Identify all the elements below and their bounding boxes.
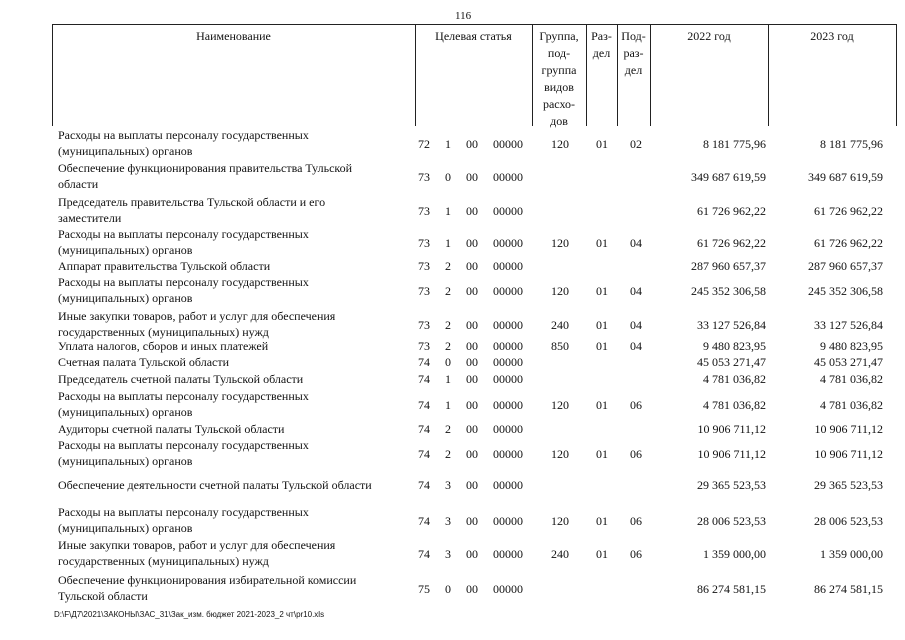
target-code-c: 00: [466, 236, 478, 250]
target-code-c: 00: [466, 478, 478, 492]
header-name: Наименование: [196, 29, 271, 43]
amount-2023: 61 726 962,22: [814, 236, 883, 250]
group-code: 120: [551, 137, 569, 151]
target-code-c: 00: [466, 339, 478, 353]
subsection-code: 06: [630, 547, 642, 561]
row-name: Иные закупки товаров, работ и услуг для обеспечения государственных (муниципальных) нужд: [58, 538, 336, 568]
target-code-c: 00: [466, 398, 478, 412]
target-code-d: 00000: [493, 582, 523, 596]
target-code-c: 00: [466, 259, 478, 273]
target-code-b: 0: [445, 582, 451, 596]
target-code-d: 00000: [493, 447, 523, 461]
target-code-d: 00000: [493, 339, 523, 353]
row-name: Расходы на выплаты персоналу государственных (муниципальных) органов: [58, 227, 309, 257]
header-section: Раз- дел: [591, 29, 612, 60]
amount-2023: 29 365 523,53: [814, 478, 883, 492]
row-name: Расходы на выплаты персоналу государственных (муниципальных) органов: [58, 438, 309, 468]
target-code-d: 00000: [493, 284, 523, 298]
target-code-c: 00: [466, 204, 478, 218]
target-code-c: 00: [466, 355, 478, 369]
target-code-d: 00000: [493, 355, 523, 369]
row-name: Расходы на выплаты персоналу государственных (муниципальных) органов: [58, 389, 309, 419]
amount-2023: 86 274 581,15: [814, 582, 883, 596]
amount-2023: 61 726 962,22: [814, 204, 883, 218]
subsection-code: 06: [630, 514, 642, 528]
target-code-b: 2: [445, 339, 451, 353]
amount-2022: 1 359 000,00: [703, 547, 766, 561]
target-code-b: 1: [445, 372, 451, 386]
subsection-code: 06: [630, 398, 642, 412]
target-code-b: 3: [445, 547, 451, 561]
subsection-code: 04: [630, 236, 642, 250]
target-code-b: 2: [445, 422, 451, 436]
target-code-b: 0: [445, 355, 451, 369]
group-code: 850: [551, 339, 569, 353]
target-code-d: 00000: [493, 170, 523, 184]
section-code: 01: [596, 318, 608, 332]
target-code-d: 00000: [493, 236, 523, 250]
target-code-c: 00: [466, 422, 478, 436]
target-code-a: 74: [418, 447, 430, 461]
row-name: Иные закупки товаров, работ и услуг для обеспечения государственных (муниципальных) нужд: [58, 309, 336, 339]
target-code-b: 3: [445, 478, 451, 492]
group-code: 120: [551, 236, 569, 250]
amount-2022: 61 726 962,22: [697, 236, 766, 250]
target-code-b: 1: [445, 204, 451, 218]
amount-2023: 1 359 000,00: [820, 547, 883, 561]
amount-2023: 28 006 523,53: [814, 514, 883, 528]
target-code-d: 00000: [493, 372, 523, 386]
row-name: Счетная палата Тульской области: [58, 355, 230, 369]
target-code-a: 73: [418, 259, 430, 273]
section-code: 01: [596, 547, 608, 561]
header-group: Группа, под- группа видов расхо- дов: [539, 29, 579, 128]
amount-2022: 349 687 619,59: [691, 170, 766, 184]
amount-2023: 9 480 823,95: [820, 339, 883, 353]
section-code: 01: [596, 137, 608, 151]
section-code: 01: [596, 447, 608, 461]
target-code-c: 00: [466, 372, 478, 386]
page-number: 116: [455, 10, 472, 22]
amount-2022: 9 480 823,95: [703, 339, 766, 353]
target-code-a: 74: [418, 398, 430, 412]
amount-2023: 4 781 036,82: [820, 398, 883, 412]
target-code-a: 74: [418, 478, 430, 492]
amount-2022: 10 906 711,12: [697, 422, 766, 436]
amount-2023: 10 906 711,12: [814, 447, 883, 461]
row-name: Расходы на выплаты персоналу государственных (муниципальных) органов: [58, 275, 309, 305]
section-code: 01: [596, 398, 608, 412]
amount-2023: 33 127 526,84: [814, 318, 883, 332]
amount-2023: 4 781 036,82: [820, 372, 883, 386]
target-code-a: 73: [418, 204, 430, 218]
subsection-code: 04: [630, 318, 642, 332]
row-name: Уплата налогов, сборов и иных платежей: [58, 339, 269, 353]
target-code-a: 74: [418, 372, 430, 386]
target-code-c: 00: [466, 447, 478, 461]
target-code-d: 00000: [493, 547, 523, 561]
target-code-c: 00: [466, 284, 478, 298]
target-code-d: 00000: [493, 259, 523, 273]
target-code-d: 00000: [493, 318, 523, 332]
group-code: 120: [551, 447, 569, 461]
row-name: Председатель правительства Тульской области и его заместители: [58, 195, 326, 225]
amount-2022: 45 053 271,47: [697, 355, 766, 369]
target-code-b: 2: [445, 447, 451, 461]
target-code-b: 1: [445, 137, 451, 151]
amount-2023: 8 181 775,96: [820, 137, 883, 151]
amount-2022: 10 906 711,12: [697, 447, 766, 461]
target-code-a: 73: [418, 318, 430, 332]
subsection-code: 04: [630, 339, 642, 353]
row-name: Обеспечение функционирования правительства Тульской области: [58, 161, 353, 191]
target-code-a: 73: [418, 339, 430, 353]
row-name: Расходы на выплаты персоналу государственных (муниципальных) органов: [58, 128, 309, 158]
amount-2022: 287 960 657,37: [691, 259, 766, 273]
amount-2023: 10 906 711,12: [814, 422, 883, 436]
target-code-a: 72: [418, 137, 430, 151]
target-code-a: 73: [418, 284, 430, 298]
row-name: Обеспечение функционирования избирательной комиссии Тульской области: [58, 573, 357, 603]
target-code-a: 74: [418, 514, 430, 528]
target-code-a: 74: [418, 355, 430, 369]
amount-2022: 61 726 962,22: [697, 204, 766, 218]
group-code: 120: [551, 398, 569, 412]
group-code: 240: [551, 547, 569, 561]
header-2022: 2022 год: [687, 29, 731, 43]
amount-2022: 4 781 036,82: [703, 372, 766, 386]
target-code-b: 0: [445, 170, 451, 184]
target-code-b: 1: [445, 236, 451, 250]
target-code-a: 75: [418, 582, 430, 596]
group-code: 120: [551, 514, 569, 528]
amount-2022: 245 352 306,58: [691, 284, 766, 298]
section-code: 01: [596, 236, 608, 250]
subsection-code: 04: [630, 284, 642, 298]
target-code-c: 00: [466, 582, 478, 596]
target-code-b: 3: [445, 514, 451, 528]
target-code-d: 00000: [493, 422, 523, 436]
target-code-a: 74: [418, 422, 430, 436]
group-code: 240: [551, 318, 569, 332]
target-code-c: 00: [466, 547, 478, 561]
subsection-code: 02: [630, 137, 642, 151]
amount-2022: 29 365 523,53: [697, 478, 766, 492]
target-code-d: 00000: [493, 514, 523, 528]
amount-2023: 287 960 657,37: [808, 259, 883, 273]
target-code-c: 00: [466, 170, 478, 184]
amount-2023: 349 687 619,59: [808, 170, 883, 184]
target-code-d: 00000: [493, 137, 523, 151]
header-target: Целевая статья: [435, 29, 512, 43]
amount-2023: 45 053 271,47: [814, 355, 883, 369]
header-subsection: Под- раз- дел: [621, 29, 646, 77]
target-code-b: 2: [445, 284, 451, 298]
file-path-footer: D:\F\Д7\2021\ЗАКОНЫ\ЗАС_31\Зак_изм. бюджет 2021-2023_2 чт\pr10.xls: [54, 610, 325, 619]
target-code-d: 00000: [493, 478, 523, 492]
target-code-a: 73: [418, 170, 430, 184]
row-name: Аудиторы счетной палаты Тульской области: [58, 422, 285, 436]
amount-2023: 245 352 306,58: [808, 284, 883, 298]
section-code: 01: [596, 284, 608, 298]
row-name: Обеспечение деятельности счетной палаты Тульской области: [58, 478, 372, 492]
target-code-c: 00: [466, 514, 478, 528]
amount-2022: 86 274 581,15: [697, 582, 766, 596]
target-code-d: 00000: [493, 398, 523, 412]
section-code: 01: [596, 514, 608, 528]
section-code: 01: [596, 339, 608, 353]
header-2023: 2023 год: [810, 29, 854, 43]
target-code-d: 00000: [493, 204, 523, 218]
amount-2022: 33 127 526,84: [697, 318, 766, 332]
row-name: Аппарат правительства Тульской области: [58, 259, 271, 273]
target-code-a: 74: [418, 547, 430, 561]
group-code: 120: [551, 284, 569, 298]
amount-2022: 4 781 036,82: [703, 398, 766, 412]
subsection-code: 06: [630, 447, 642, 461]
target-code-b: 1: [445, 398, 451, 412]
amount-2022: 28 006 523,53: [697, 514, 766, 528]
target-code-c: 00: [466, 137, 478, 151]
row-name: Председатель счетной палаты Тульской области: [58, 372, 304, 386]
target-code-b: 2: [445, 259, 451, 273]
target-code-c: 00: [466, 318, 478, 332]
row-name: Расходы на выплаты персоналу государственных (муниципальных) органов: [58, 505, 309, 535]
target-code-b: 2: [445, 318, 451, 332]
target-code-a: 73: [418, 236, 430, 250]
amount-2022: 8 181 775,96: [703, 137, 766, 151]
